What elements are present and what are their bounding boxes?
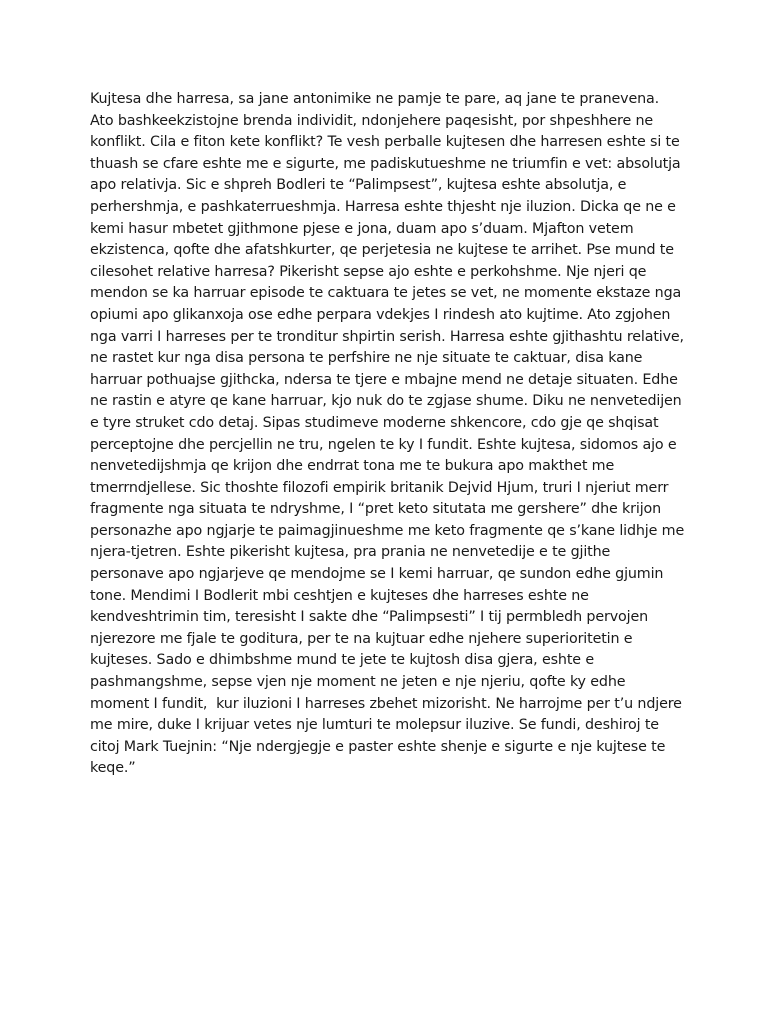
text-line: citoj Mark Tuejnin: “Nje ndergjegje e paster eshte shenje e sigurte e nje kujtese te [90, 738, 666, 755]
text-line: Ato bashkeekzistojne brenda individit, ndonjehere paqesisht, por shpeshhere ne [90, 112, 654, 129]
text-line: cilesohet relative harresa? Pikerisht sepse ajo eshte e perkohshme. Nje njeri qe [90, 263, 647, 280]
text-line: nga varri I harreses per te tronditur shpirtin serish. Harresa eshte gjithashtu relative, [90, 328, 684, 345]
essay-paragraph [90, 89, 690, 780]
text-line: pashmangshme, sepse vjen nje moment ne jeten e nje njeriu, qofte ky edhe [90, 674, 626, 691]
text-line: kendveshtrimin tim, teresisht I sakte dhe “Palimpsesti” I tij permbledh pervojen [90, 609, 649, 626]
text-line: njerezore me fjale te goditura, per te na kujtuar edhe njehere superioritetin e [90, 630, 633, 647]
text-line: Kujtesa dhe harresa, sa jane antonimike ne pamje te pare, aq jane te pranevena. [90, 91, 660, 107]
text-line: kemi hasur mbetet gjithmone pjese e jona, duam apo s’duam. Mjafton vetem [90, 220, 634, 237]
text-line: perceptojne dhe percjellin ne tru, ngelen te ky I fundit. Eshte kujtesa, sidomos ajo e [90, 436, 677, 453]
text-line: opiumi apo glikanxoja ose edhe perpara vdekjes I rindesh ato kujtime. Ato zgjohen [90, 306, 671, 323]
text-line: me mire, duke I krijuar vetes nje lumturi te molepsur iluzive. Se fundi, deshiroj te [90, 717, 659, 734]
text-line: keqe.” [90, 760, 136, 777]
text-line: perhershmja, e pashkaterrueshmja. Harresa eshte thjesht nje iluzion. Dicka qe ne e [90, 198, 676, 215]
text-line: apo relativja. Sic e shpreh Bodleri te “Palimpsest”, kujtesa eshte absolutja, e [90, 177, 627, 194]
text-line: kujteses. Sado e dhimbshme mund te jete te kujtosh disa gjera, eshte e [90, 652, 594, 669]
text-line: tone. Mendimi I Bodlerit mbi ceshtjen e kujteses dhe harreses eshte ne [90, 587, 589, 604]
text-line: ekzistenca, qofte dhe afatshkurter, qe perjetesia ne kujtese te arrihet. Pse mund te [90, 242, 674, 259]
text-line: harruar pothuajse gjithcka, ndersa te tjere e mbajne mend ne detaje situaten. Edhe [90, 371, 678, 388]
text-line: tmerrndjellese. Sic thoshte filozofi empirik britanik Dejvid Hjum, truri I njeriut merr [90, 479, 669, 496]
text-line: ne rastet kur nga disa persona te perfshire ne nje situate te caktuar, disa kane [90, 350, 643, 367]
text-line: nenvetedijshmja qe krijon dhe endrrat tona me te bukura apo makthet me [90, 458, 615, 475]
text-line: konflikt. Cila e fiton kete konflikt? Te vesh perballe kujtesen dhe harresen eshte si te [90, 134, 680, 151]
text-line: personave apo ngjarjeve qe mendojme se I kemi harruar, qe sundon edhe gjumin [90, 566, 664, 583]
text-line: moment I fundit, kur iluzioni I harreses zbehet mizorisht. Ne harrojme per t’u ndjere [90, 695, 682, 712]
text-line: personazhe apo ngjarje te paimagjinueshme me keto fragmente qe s’kane lidhje me [90, 522, 685, 539]
text-line: njera-tjetren. Eshte pikerisht kujtesa, pra prania ne nenvetedije e te gjithe [90, 544, 611, 561]
text-line: e tyre struket cdo detaj. Sipas studimeve moderne shkencore, cdo gje qe shqisat [90, 414, 659, 431]
text-line: mendon se ka harruar episode te caktuara te jetes se vet, ne momente ekstaze nga [90, 285, 682, 302]
text-line: thuash se cfare eshte me e sigurte, me padiskutueshme ne triumfin e vet: absolutja [90, 155, 681, 172]
text-line: fragmente nga situata te ndryshme, I “pret keto situtata me gershere” dhe krijon [90, 501, 662, 518]
text-line: ne rastin e atyre qe kane harruar, kjo nuk do te zgjase shume. Diku ne nenvetedijen [90, 393, 682, 410]
